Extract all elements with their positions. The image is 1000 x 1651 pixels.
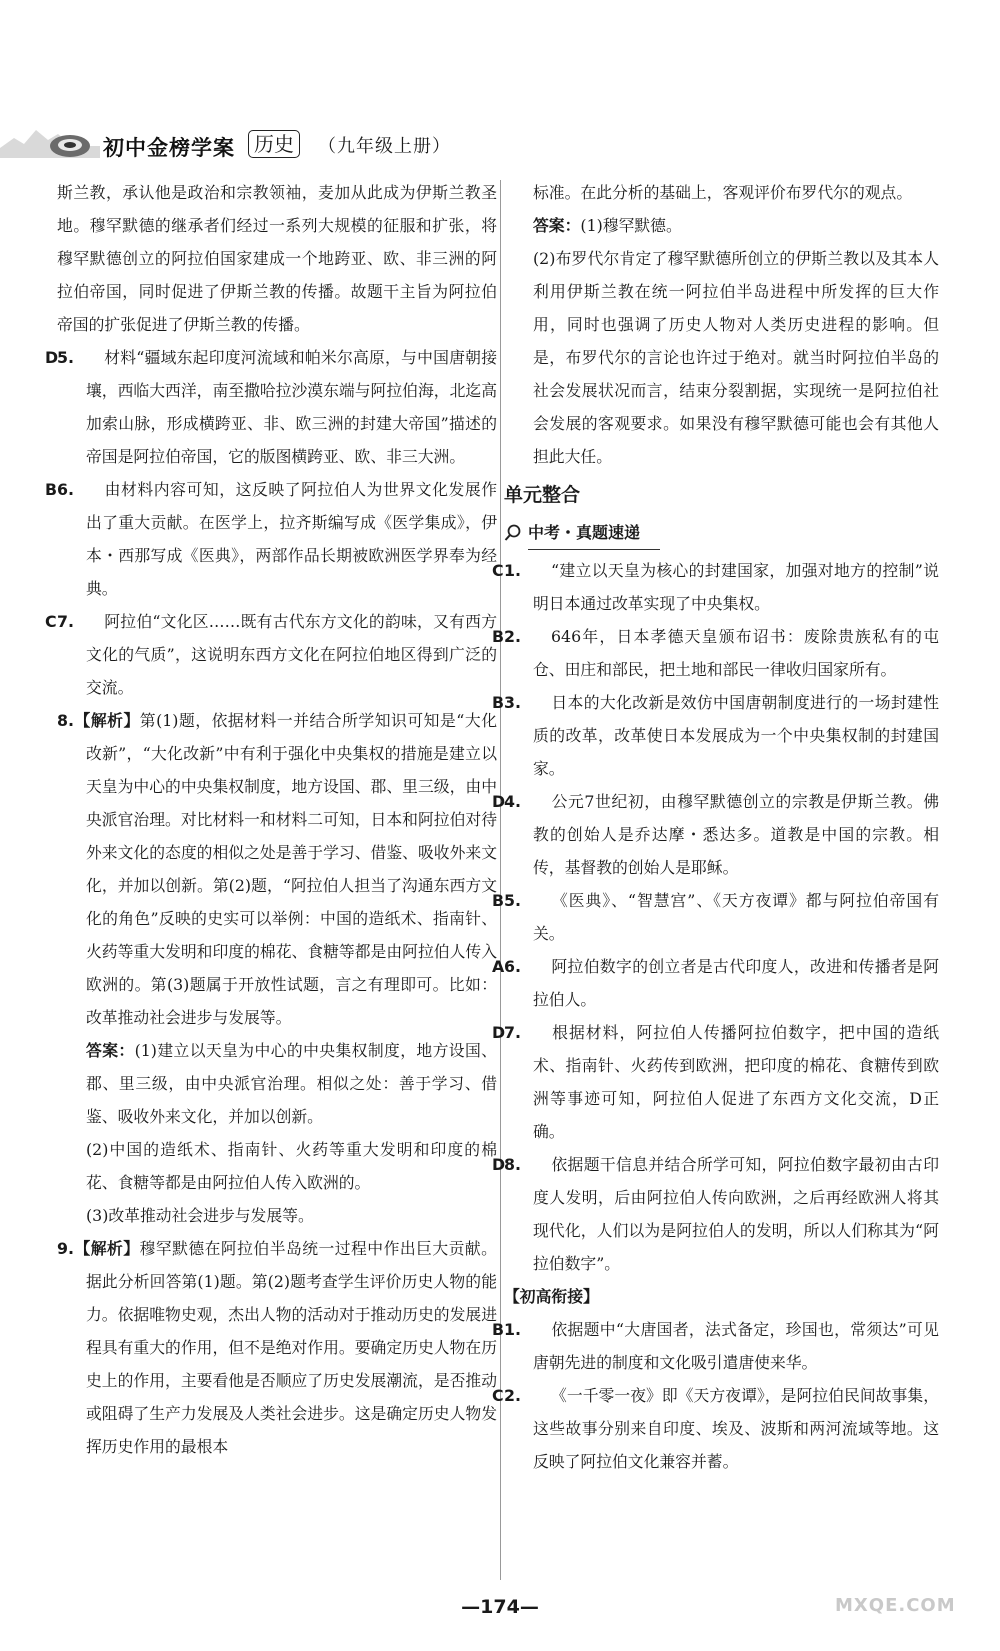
answer-item-6: 6.B 由材料内容可知，这反映了阿拉伯人为世界文化发展作出了重大贡献。在医学上，拉齐斯编写成《医学集成》，伊本・西那写成《医典》，两部作品长期被欧洲医学界奉为经典。 xyxy=(45,480,497,598)
subject-badge: 历史 xyxy=(248,130,300,158)
question-8-analysis: 8.【解析】第(1)题，依据材料一并结合所学知识可知是“大化改新”，“大化改新”中有利于强化中央集权的措施是建立以天皇为中心的中央集权制度，地方设国、郡、里三级，由中央派官治理。对比材料一和材料二可知，日本和阿拉伯对待外来文化的态度的相似之处是善于学习、借鉴、吸收外来文化，并加以创新。第(2)题，“阿拉伯人担当了沟通东西方文化的角色”反映的史实可以举例：中国的造纸术、指南针、火药等重大发明和印度的棉花、食糖等都是由阿拉伯人传入欧洲的。第(3)题属于开放性试题，言之有理即可。比如：改革推动社会进步与发展等。 xyxy=(57,711,497,1027)
bridge-item-2: 2.C 《一千零一夜》即《天方夜谭》，是阿拉伯民间故事集，这些故事分别来自印度、埃及、波斯和两河流域等地。这反映了阿拉伯文化兼容并蓄。 xyxy=(492,1386,939,1471)
question-9-continued: 标准。在此分析的基础上，客观评价布罗代尔的观点。 xyxy=(533,183,913,202)
question-8-answer-1: 答案：(1)建立以天皇为中心的中央集权制度，地方设国、郡、里三级，由中央派官治理。相似之处：善于学习、借鉴、吸收外来文化，并加以创新。 xyxy=(86,1041,497,1126)
answer-item-8: 8.D 依据题干信息并结合所学可知，阿拉伯数字最初由古印度人发明，后由阿拉伯人传向欧洲，之后再经欧洲人将其现代化，人们以为是阿拉伯人的发明，所以人们称其为“阿拉伯数字”。 xyxy=(492,1155,939,1273)
question-8-answer-3: (3)改革推动社会进步与发展等。 xyxy=(86,1206,314,1225)
subsection-heading-text: 中考・真题速递 xyxy=(528,516,660,550)
answer-item-6: 6.A 阿拉伯数字的创立者是古代印度人，改进和传播者是阿拉伯人。 xyxy=(492,957,939,1009)
page-number: —174— xyxy=(461,1596,539,1618)
question-8-answer-2: (2)中国的造纸术、指南针、火药等重大发明和印度的棉花、食糖等都是由阿拉伯人传入欧洲的。 xyxy=(86,1140,497,1192)
watermark: MXQE.COM xyxy=(835,1595,956,1616)
column-divider xyxy=(500,180,501,1580)
left-column xyxy=(45,176,497,1463)
bridge-item-1: 1.B 依据题中“大唐国者，法式备定，珍国也，常须达”可见唐朝先进的制度和文化吸引遣唐使来华。 xyxy=(492,1320,939,1372)
page-header xyxy=(0,118,1000,174)
continued-text: 斯兰教，承认他是政治和宗教领袖，麦加从此成为伊斯兰教圣地。穆罕默德的继承者们经过一系列大规模的征服和扩张，将穆罕默德创立的阿拉伯国家建成一个地跨亚、欧、非三洲的阿拉伯帝国，同时促进了伊斯兰教的传播。故题干主旨为阿拉伯帝国的扩张促进了伊斯兰教的传播。 xyxy=(57,183,497,334)
question-9-answer-2: (2)布罗代尔肯定了穆罕默德所创立的伊斯兰教以及其本人利用伊斯兰教在统一阿拉伯半岛进程中所发挥的巨大作用，同时也强调了历史人物对人类历史进程的影响。但是，布罗代尔的言论也许过于绝对。就当时阿拉伯半岛的社会发展状况而言，结束分裂割据，实现统一是阿拉伯社会发展的客观要求。如果没有穆罕默德可能也会有其他人担此大任。 xyxy=(533,249,939,466)
answer-item-1: 1.C “建立以天皇为核心的封建国家，加强对地方的控制”说明日本通过改革实现了中央集权。 xyxy=(492,561,939,613)
book-title: 初中金榜学案 xyxy=(103,136,235,160)
magnifier-icon xyxy=(504,524,522,542)
answer-item-7: 7.C 阿拉伯“文化区……既有古代东方文化的韵味，又有西方文化的气质”，这说明东西方文化在阿拉伯地区得到广泛的交流。 xyxy=(45,612,497,697)
subsection-heading xyxy=(504,516,939,550)
answer-item-5: 5.D 材料“疆域东起印度河流域和帕米尔高原，与中国唐朝接壤，西临大西洋，南至撒哈拉沙漠东端与阿拉伯海，北迄高加索山脉，形成横跨亚、非、欧三洲的封建大帝国”描述的帝国是阿拉伯帝国，它的版图横跨亚、欧、非三大洲。 xyxy=(45,348,497,466)
question-9-analysis: 9.【解析】穆罕默德在阿拉伯半岛统一过程中作出巨大贡献。据此分析回答第(1)题。第(2)题考查学生评价历史人物的能力。依据唯物史观，杰出人物的活动对于推动历史的发展进程具有重大的作用，但不是绝对作用。要确定历史人物在历史上的作用，主要看他是否顺应了历史发展潮流，是否推动或阻碍了生产力发展及人类社会进步。这是确定历史人物发挥历史作用的最根本 xyxy=(57,1239,497,1456)
section-title: 单元整合 xyxy=(504,484,581,506)
mountain-logo-icon xyxy=(0,118,100,174)
grade-label: （九年级上册） xyxy=(318,136,451,157)
answer-item-7: 7.D 根据材料，阿拉伯人传播阿拉伯数字，把中国的造纸术、指南针、火药传到欧洲，把印度的棉花、食糖传到欧洲等事迹可知，阿拉伯人促进了东西方文化交流，D正确。 xyxy=(492,1023,939,1141)
right-column xyxy=(492,176,939,1478)
answer-item-5: 5.B 《医典》、“智慧宫”、《天方夜谭》都与阿拉伯帝国有关。 xyxy=(492,891,939,943)
answer-item-2: 2.B 646年，日本孝德天皇颁布诏书：废除贵族私有的屯仓、田庄和部民，把土地和部民一律收归国家所有。 xyxy=(492,627,939,679)
question-9-answer-1: 答案：(1)穆罕默德。 xyxy=(533,216,682,235)
answer-item-4: 4.D 公元7世纪初，由穆罕默德创立的宗教是伊斯兰教。佛教的创始人是乔达摩・悉达多。道教是中国的宗教。相传，基督教的创始人是耶稣。 xyxy=(492,792,939,877)
answer-item-3: 3.B 日本的大化改新是效仿中国唐朝制度进行的一场封建性质的改革，改革使日本发展成为一个中央集权制的封建国家。 xyxy=(492,693,939,778)
bridge-section-title: 【初高衔接】 xyxy=(504,1287,599,1306)
